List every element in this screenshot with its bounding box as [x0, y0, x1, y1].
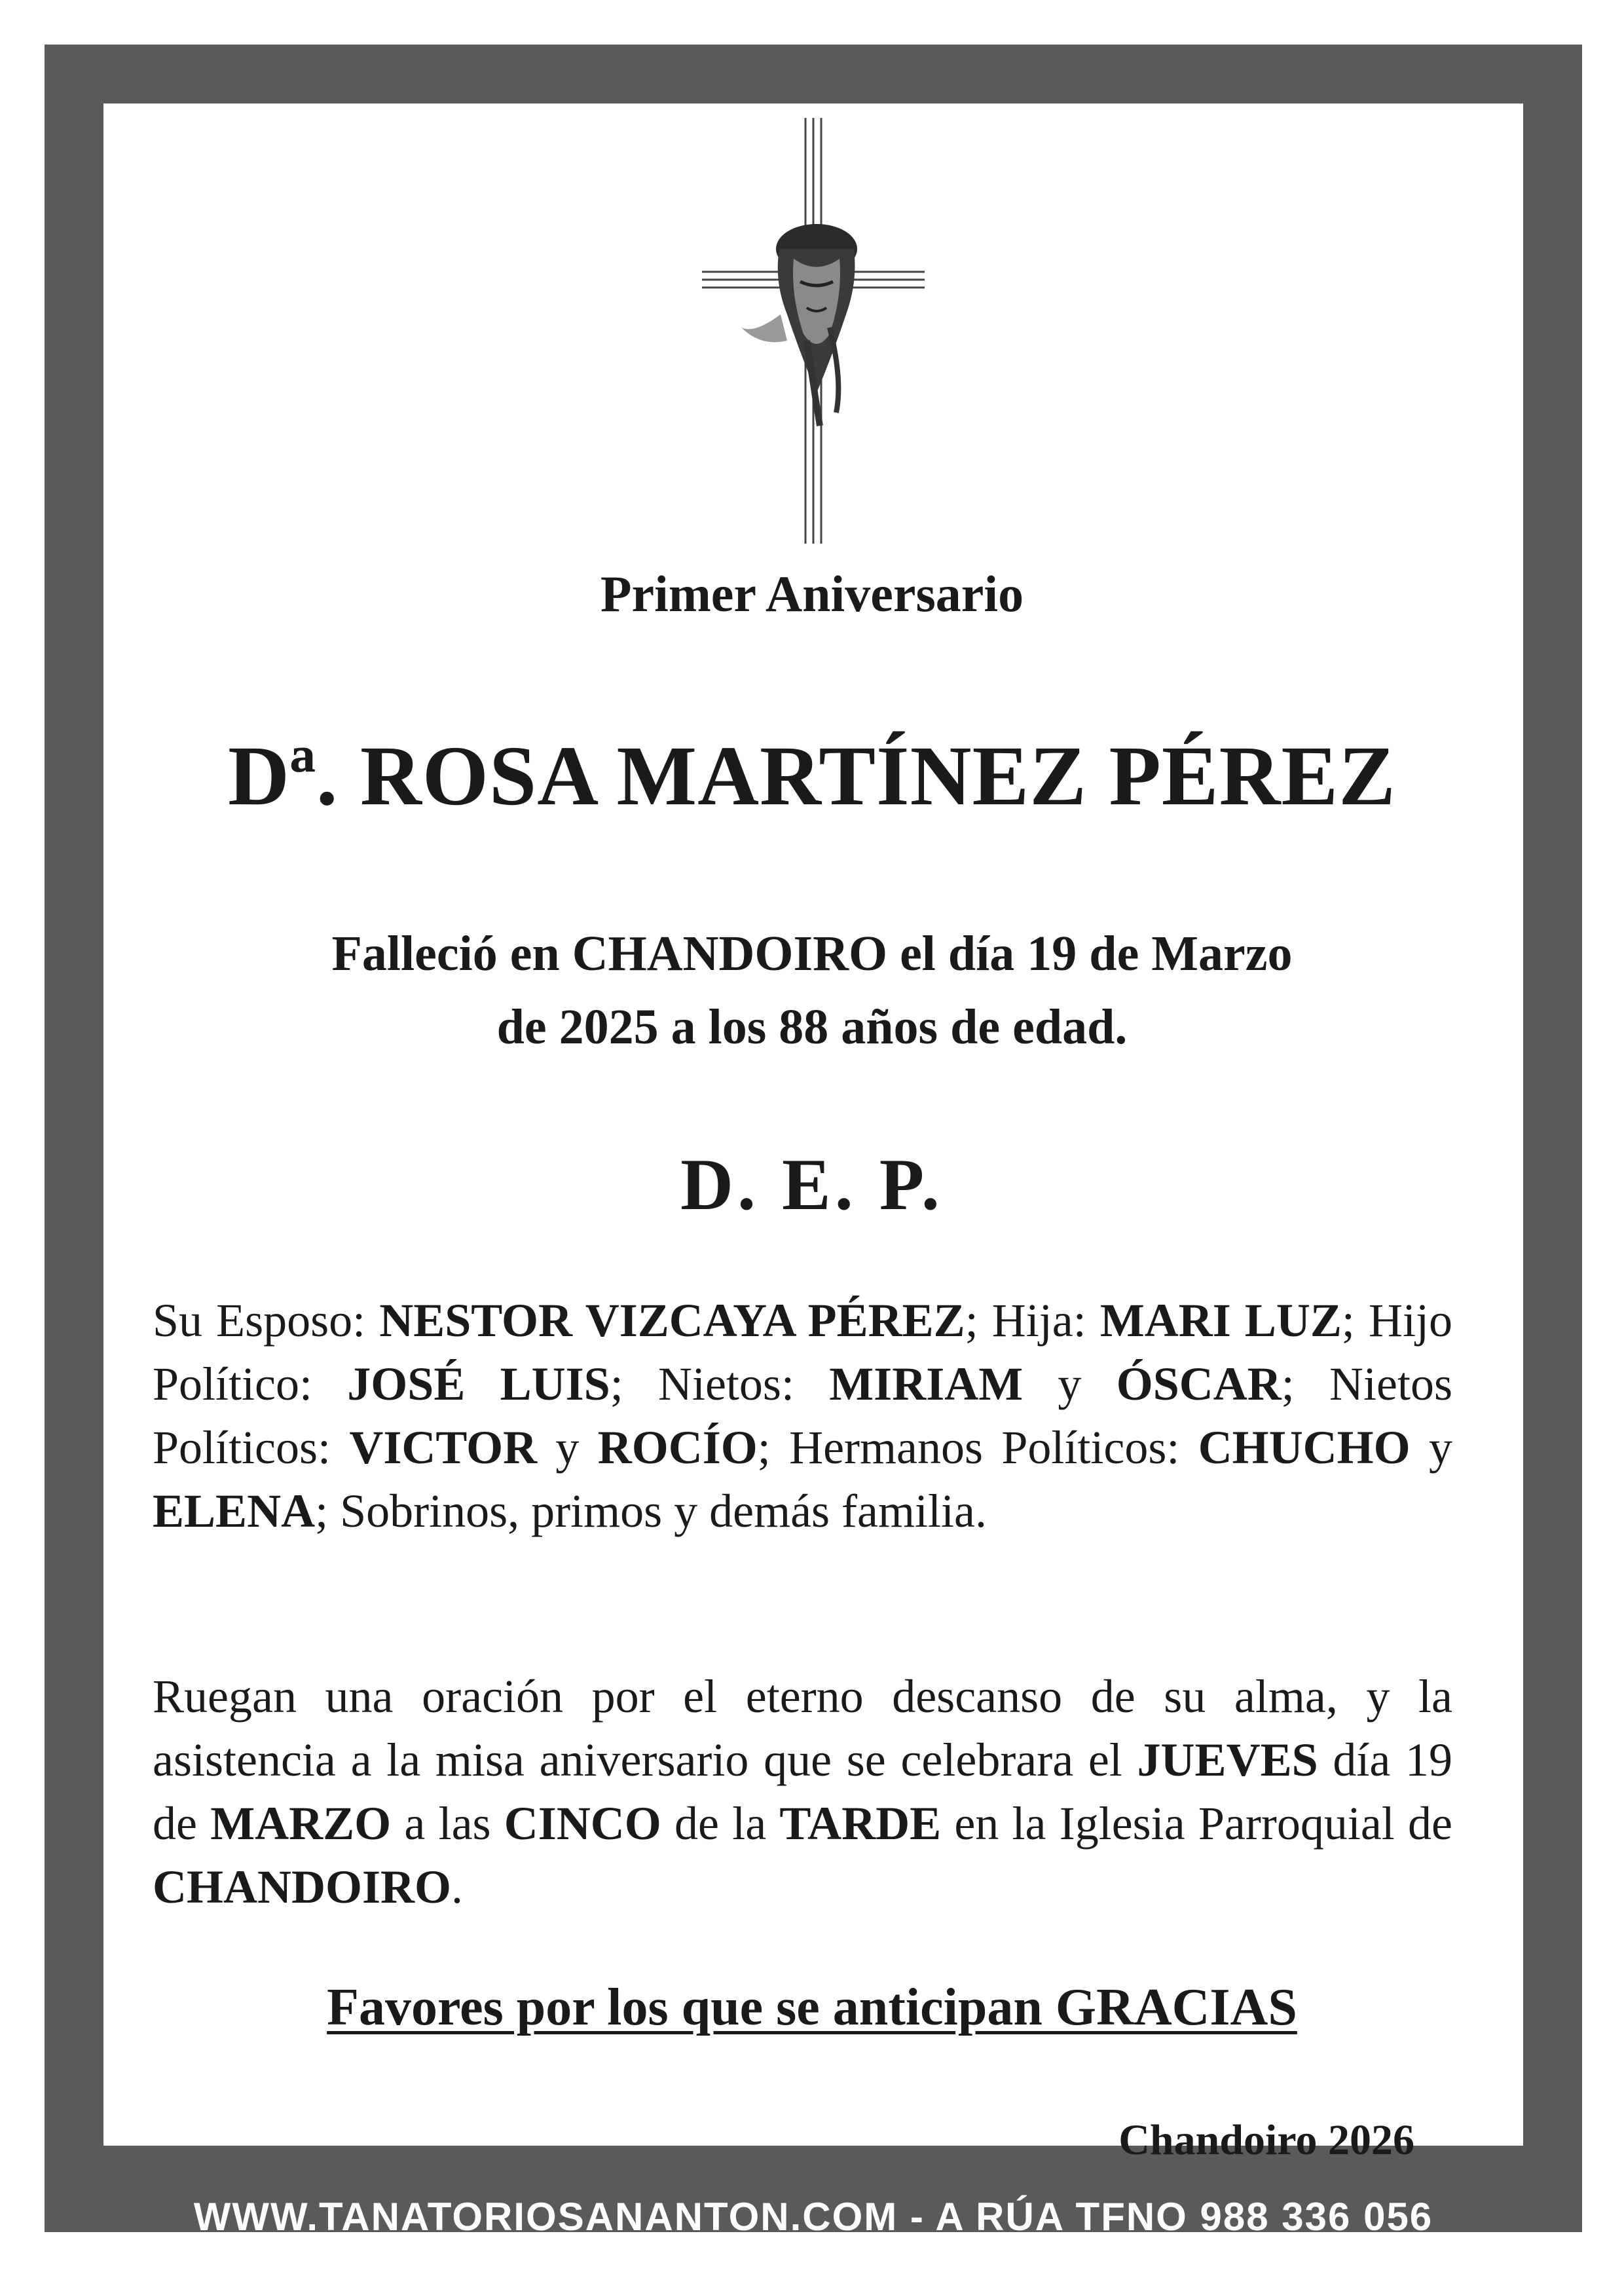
death-notice-line-2: de 2025 a los 88 años de edad.: [496, 999, 1128, 1054]
anniversary-subtitle: Primer Aniversario: [600, 565, 1024, 622]
prayer-paragraph: Ruegan una oración por el eterno descanso de su alma, y la asistencia a la misa aniversario que se celebrara el JUEVES día 19 de MARZO a las CINCO de la TARDE en la Iglesia Parroquial de CHANDOIRO.: [153, 1670, 1452, 1913]
death-notice: [0, 917, 1624, 1064]
footer-contact: WWW.TANATORIOSANANTON.COM - A RÚA TFNO 988 336 056: [193, 2195, 1433, 2239]
thanks-line: [0, 1978, 1624, 2038]
death-notice-line-1: Falleció en CHANDOIRO el día 19 de Marzo: [331, 926, 1293, 981]
place-year: Chandoiro 2026: [1118, 2116, 1414, 2164]
rest-in-peace: D. E. P.: [680, 1144, 944, 1225]
family-paragraph: Su Esposo: NESTOR VIZCAYA PÉREZ; Hija: MARI LUZ; Hijo Político: JOSÉ LUIS; Nietos: MIRIAM y ÓSCAR; Nietos Políticos: VICTOR y ROCÍO; Hermanos Políticos: CHUCHO y ELENA; Sobrinos, primos y demás familia.: [153, 1294, 1453, 1537]
thanks-text: Favores por los que se anticipan GRACIAS: [327, 1979, 1297, 2036]
deceased-name: Dª. ROSA MARTÍNEZ PÉREZ: [228, 729, 1396, 823]
crucifix-icon: [702, 118, 925, 544]
